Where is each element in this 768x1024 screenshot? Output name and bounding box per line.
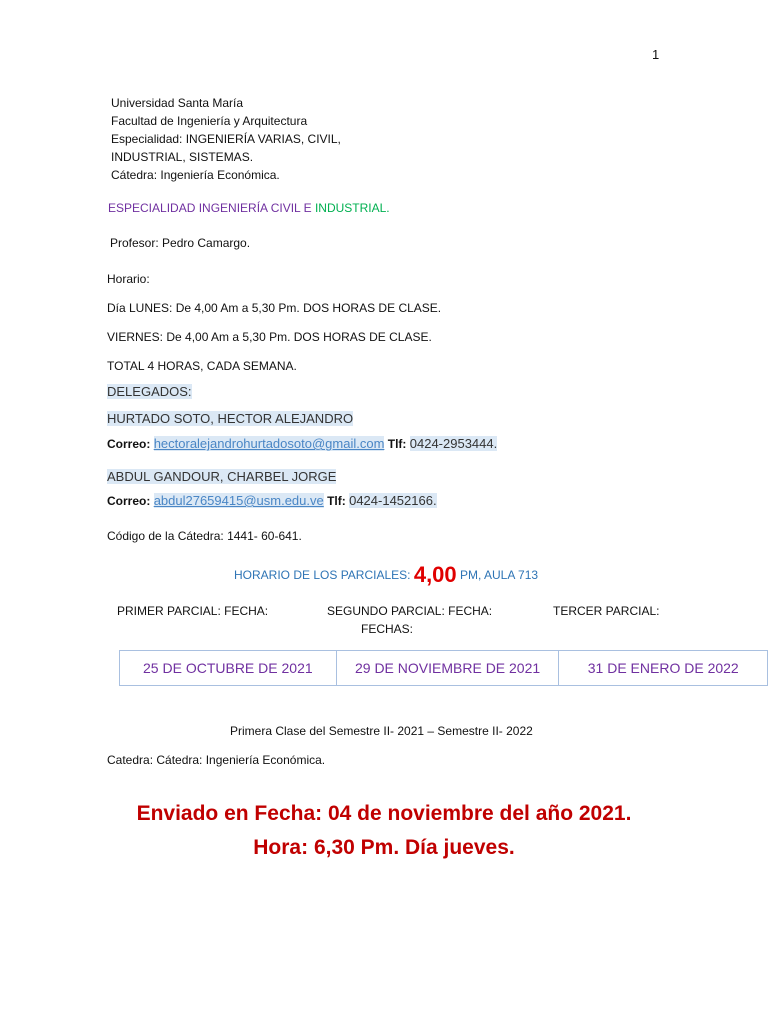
delegates-title: DELEGADOS:: [107, 384, 192, 399]
delegate-2-contact: [107, 493, 437, 508]
schedule-friday: VIERNES: De 4,00 Am a 5,30 Pm. DOS HORAS DE CLASE.: [107, 330, 432, 344]
page-number: 1: [652, 47, 660, 62]
email-label: Correo:: [107, 494, 151, 508]
third-exam-label: TERCER PARCIAL:: [553, 604, 660, 618]
delegate-2-name: ABDUL GANDOUR, CHARBEL JORGE: [107, 469, 337, 484]
delegate-2-phone: 0424-1452166.: [349, 493, 437, 508]
catedra-line: Catedra: Cátedra: Ingeniería Económica.: [107, 753, 326, 767]
second-exam-label: SEGUNDO PARCIAL: FECHA:: [327, 604, 493, 618]
exams-title-suffix: PM, AULA 713: [456, 568, 539, 582]
exams-schedule-title: [234, 562, 538, 588]
faculty-name: Facultad de Ingeniería y Arquitectura: [111, 114, 308, 128]
schedule-total: TOTAL 4 HORAS, CADA SEMANA.: [107, 359, 297, 373]
email-label: Correo:: [107, 437, 151, 451]
university-header: [111, 94, 341, 184]
schedule-title: Horario:: [107, 272, 150, 286]
catedra-name: Cátedra: Ingeniería Económica.: [111, 168, 280, 182]
first-exam-date: 25 DE OCTUBRE DE 2021: [120, 651, 337, 686]
sent-date: Enviado en Fecha: 04 de noviembre del año 2021.: [136, 802, 632, 825]
semester-first-class: Primera Clase del Semestre II- 2021 – Semestre II- 2022: [230, 724, 533, 738]
second-exam-date: 29 DE NOVIEMBRE DE 2021: [336, 651, 559, 686]
exam-dates-table: [119, 650, 768, 686]
dates-label: FECHAS:: [361, 622, 414, 636]
sent-time: Hora: 6,30 Pm. Día jueves.: [253, 836, 515, 859]
specialty-line-cont: INDUSTRIAL, SISTEMAS.: [111, 150, 254, 164]
delegate-1-phone: 0424-2953444.: [409, 436, 498, 451]
specialty-civil: ESPECIALIDAD INGENIERÍA CIVIL E: [108, 201, 315, 215]
third-exam-date: 31 DE ENERO DE 2022: [559, 651, 768, 686]
university-name: Universidad Santa María: [111, 96, 244, 110]
first-exam-label: PRIMER PARCIAL: FECHA:: [117, 604, 269, 618]
phone-label: Tlf:: [387, 437, 407, 451]
delegate-2-email-link[interactable]: abdul27659415@usm.edu.ve: [153, 493, 324, 508]
table-row: [120, 651, 768, 686]
delegate-1-name: HURTADO SOTO, HECTOR ALEJANDRO: [107, 411, 354, 426]
specialty-line: Especialidad: INGENIERÍA VARIAS, CIVIL,: [111, 132, 341, 146]
delegate-1-email-link[interactable]: hectoralejandrohurtadosoto@gmail.com: [153, 436, 385, 451]
specialty-heading: [108, 201, 390, 215]
specialty-industrial: INDUSTRIAL.: [314, 201, 390, 215]
delegate-1-contact: [107, 436, 497, 451]
professor-name: Profesor: Pedro Camargo.: [110, 236, 251, 250]
schedule-monday: Día LUNES: De 4,00 Am a 5,30 Pm. DOS HORAS DE CLASE.: [107, 301, 442, 315]
exams-title-prefix: HORARIO DE LOS PARCIALES:: [234, 568, 414, 582]
phone-label: Tlf:: [327, 494, 346, 508]
course-code: Código de la Cátedra: 1441- 60-641.: [107, 529, 302, 543]
exams-time: 4,00: [413, 562, 457, 587]
